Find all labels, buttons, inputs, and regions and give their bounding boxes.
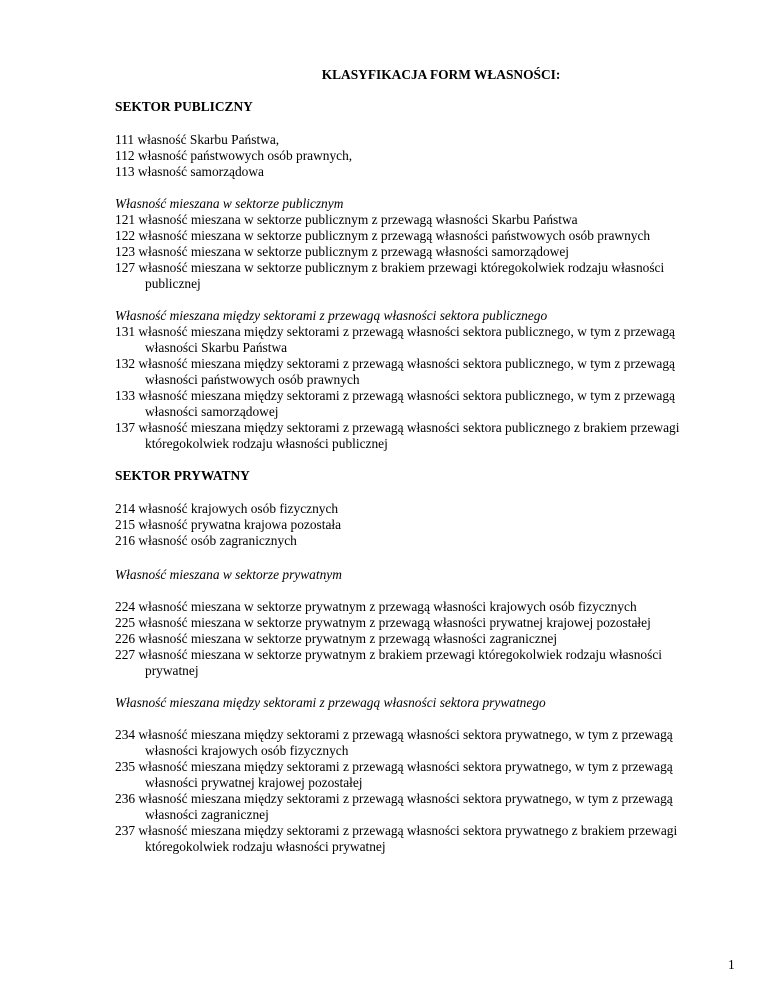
list-item: 216 własność osób zagranicznych (115, 533, 297, 548)
public-items-list (115, 132, 695, 180)
public-mixed-between-section (115, 308, 695, 452)
list-item: 235 własność mieszana między sektorami z przewagą własności sektora prywatnego, w tym z przewagą własności prywatnej krajowej pozostałej (115, 759, 673, 790)
list-item: 234 własność mieszana między sektorami z przewagą własności sektora prywatnego, w tym z przewagą własności krajowych osób fizycznych (115, 727, 673, 758)
list-item: 131 własność mieszana między sektorami z przewagą własności sektora publicznego, w tym z przewagą własności Skarbu Państwa (115, 324, 675, 355)
public-mixed-between-heading: Własność mieszana między sektorami z przewagą własności sektora publicznego (115, 308, 548, 323)
list-item: 227 własność mieszana w sektorze prywatnym z brakiem przewagi któregokolwiek rodzaju własności prywatnej (115, 647, 662, 678)
page-number: 1 (728, 957, 735, 972)
list-item: 122 własność mieszana w sektorze publicznym z przewagą własności państwowych osób prawnych (115, 228, 651, 243)
list-item: 137 własność mieszana między sektorami z przewagą własności sektora publicznego z brakiem przewagi któregokolwiek rodzaju własności publicznej (115, 420, 680, 451)
list-item: 112 własność państwowych osób prawnych, (115, 148, 353, 163)
list-item: 113 własność samorządowa (115, 164, 264, 179)
public-mixed-within-section (115, 196, 695, 292)
document-title: KLASYFIKACJA FORM WŁASNOŚCI: (321, 67, 561, 82)
list-item: 214 własność krajowych osób fizycznych (115, 501, 339, 516)
private-mixed-within-section (115, 599, 695, 679)
private-mixed-between-heading: Własność mieszana między sektorami z przewagą własności sektora prywatnego (115, 695, 546, 710)
list-item: 123 własność mieszana w sektorze publicznym z przewagą własności samorządowej (115, 244, 570, 259)
private-items-list (115, 501, 695, 549)
list-item: 127 własność mieszana w sektorze publicznym z brakiem przewagi któregokolwiek rodzaju własności publicznej (115, 260, 665, 291)
private-mixed-within-heading: Własność mieszana w sektorze prywatnym (115, 567, 342, 582)
list-item: 111 własność Skarbu Państwa, (115, 132, 280, 147)
list-item: 226 własność mieszana w sektorze prywatnym z przewagą własności zagranicznej (115, 631, 558, 646)
list-item: 224 własność mieszana w sektorze prywatnym z przewagą własności krajowych osób fizycznych (115, 599, 637, 614)
document-page (115, 67, 695, 855)
public-mixed-within-heading: Własność mieszana w sektorze publicznym (115, 196, 344, 211)
list-item: 121 własność mieszana w sektorze publicznym z przewagą własności Skarbu Państwa (115, 212, 578, 227)
list-item: 236 własność mieszana między sektorami z przewagą własności sektora prywatnego, w tym z przewagą własności zagranicznej (115, 791, 673, 822)
list-item: 237 własność mieszana między sektorami z przewagą własności sektora prywatnego z brakiem przewagi któregokolwiek rodzaju własności prywatnej (115, 823, 678, 854)
list-item: 133 własność mieszana między sektorami z przewagą własności sektora publicznego, w tym z przewagą własności samorządowej (115, 388, 675, 419)
private-mixed-between-section (115, 727, 695, 855)
list-item: 132 własność mieszana między sektorami z przewagą własności sektora publicznego, w tym z przewagą własności państwowych osób prawnych (115, 356, 675, 387)
private-sector-heading: SEKTOR PRYWATNY (115, 468, 250, 483)
list-item: 215 własność prywatna krajowa pozostała (115, 517, 342, 532)
public-sector-heading: SEKTOR PUBLICZNY (115, 99, 253, 114)
list-item: 225 własność mieszana w sektorze prywatnym z przewagą własności prywatnej krajowej pozostałej (115, 615, 651, 630)
